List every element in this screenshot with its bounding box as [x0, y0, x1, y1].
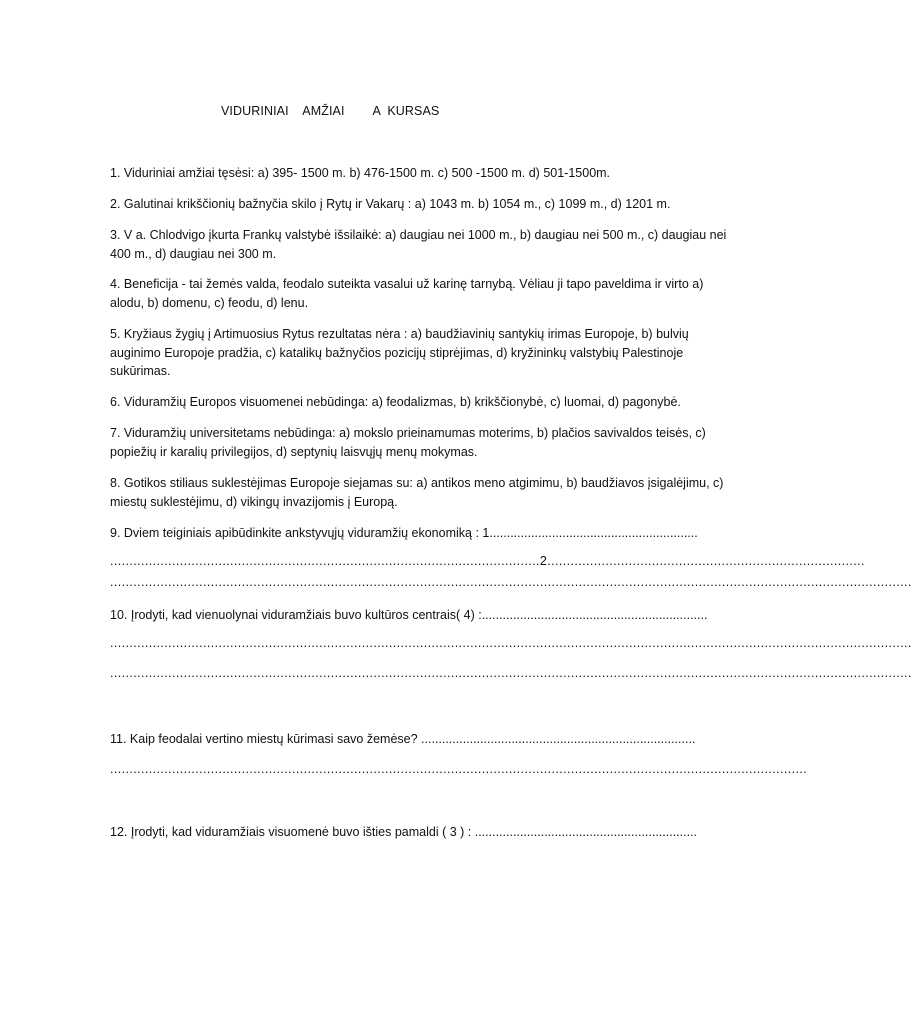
question-10: 10. Įrodyti, kad vienuolynai viduramžiais buvo kultūros centrais( 4) :.................................................................: [110, 608, 708, 622]
question-9: 9. Dviem teiginiais apibūdinkite ankstyvųjų viduramžių ekonomiką : 1............................................................: [110, 526, 698, 540]
question-11: 11. Kaip feodalai vertino miestų kūrimasi savo žemėse? ...............................................................................: [110, 732, 696, 746]
page-title: VIDURINIAI AMŽIAI A KURSAS: [221, 104, 440, 118]
answer-line-9-a[interactable]: ...............................................................................................................2..................................................................................: [110, 554, 865, 568]
answer-line-10-b[interactable]: ...............................................................................................................................................................................................................: [110, 666, 912, 680]
answer-line-10-a[interactable]: ...............................................................................................................................................................................................................: [110, 636, 912, 650]
question-12: 12. Įrodyti, kad viduramžiais visuomenė buvo išties pamaldi ( 3 ) : ................................................................: [110, 825, 698, 839]
question-5: 5. Kryžiaus žygių į Artimuosius Rytus rezultatas nėra : a) baudžiavinių santykių irimas Europoje, b) bulvių auginimo Europoje pradžia, c) katalikų bažnyčios pozicijų stiprėjimas, d) kryžininkų valstybių Palestinoje sukūrimas.: [110, 327, 689, 378]
question-1: 1. Viduriniai amžiai tęsėsi: a) 395- 1500 m. b) 476-1500 m. c) 500 -1500 m. d) 501-1500m.: [110, 166, 611, 180]
question-2: 2. Galutinai krikščionių bažnyčia skilo į Rytų ir Vakarų : a) 1043 m. b) 1054 m., c) 1099 m., d) 1201 m.: [110, 197, 671, 211]
question-8: 8. Gotikos stiliaus suklestėjimas Europoje siejamas su: a) antikos meno atgimimu, b) baudžiavos įsigalėjimu, c) miestų suklestėjimu, d) vikingų invazijomis į Europą.: [110, 476, 724, 509]
question-3: 3. V a. Chlodvigo įkurta Frankų valstybė išsilaikė: a) daugiau nei 1000 m., b) daugiau nei 500 m., c) daugiau nei 400 m., d) daugiau nei 300 m.: [110, 228, 727, 261]
question-4: 4. Beneficija - tai žemės valda, feodalo suteikta vasalui už karinę tarnybą. Vėliau ji tapo paveldima ir virto a) alodu, b) domenu, c) feodu, d) lenu.: [110, 277, 704, 310]
answer-line-11[interactable]: ....................................................................................................................................................................................: [110, 762, 808, 776]
answer-line-9-b[interactable]: ...............................................................................................................................................................................................................: [110, 575, 912, 589]
question-6: 6. Viduramžių Europos visuomenei nebūdinga: a) feodalizmas, b) krikščionybė, c) luomai, d) pagonybė.: [110, 395, 681, 409]
question-7: 7. Viduramžių universitetams nebūdinga: a) mokslo prieinamumas moterims, b) plačios savivaldos teisės, c) popiežių ir karalių privilegijos, d) septynių laisvųjų menų mokymas.: [110, 426, 706, 459]
